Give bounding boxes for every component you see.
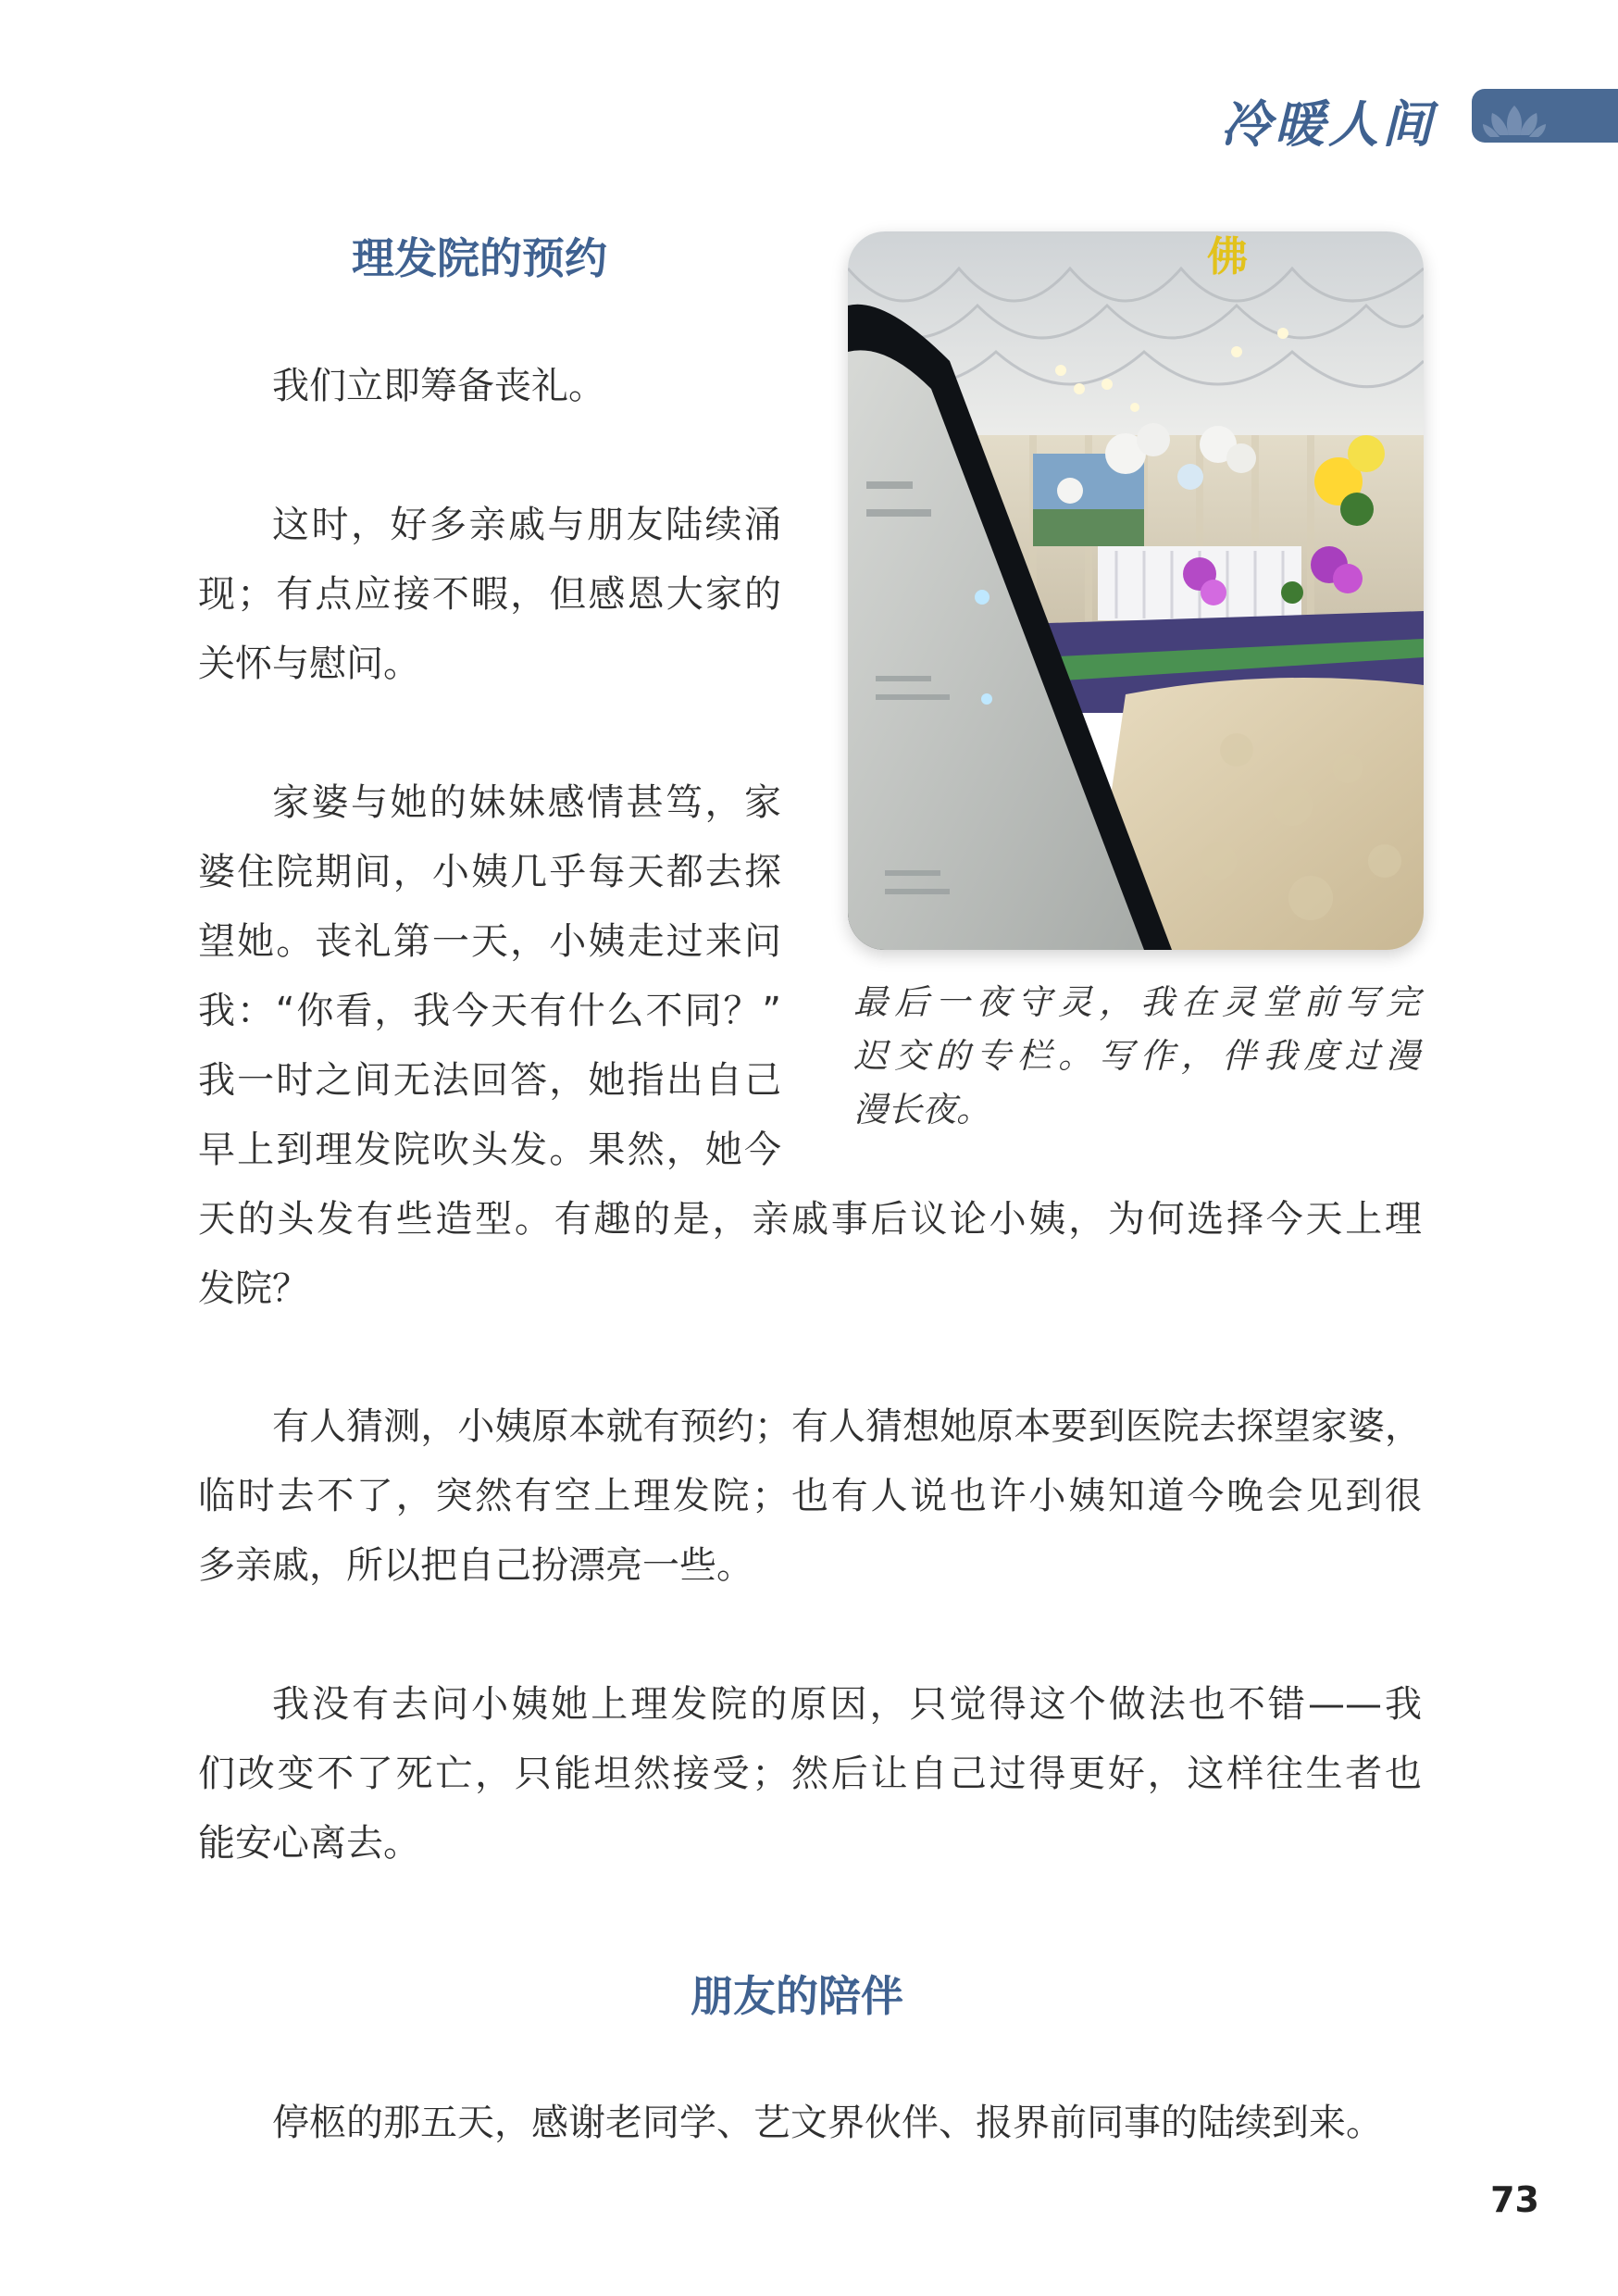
text-line: 停柩的那五天，感谢老同学、艺文界伙伴、报界前同事的陆续到来。: [272, 2102, 1383, 2144]
text-line: 能安心离去。: [198, 1822, 420, 1865]
section-heading-barber: 理发院的预约: [352, 233, 607, 283]
paragraph: [198, 2089, 1496, 2158]
paragraph: [198, 352, 855, 421]
text-line: 天的头发有些造型。有趣的是，亲戚事后议论小姨，为何选择今天上理: [198, 1198, 1422, 1241]
paragraph: [198, 1670, 1422, 1878]
text-line: 发院？: [198, 1267, 309, 1310]
photo-illustration: [848, 231, 1424, 950]
paragraph: [198, 491, 781, 699]
text-line: 多亲戚，所以把自己扮漂亮一些。: [198, 1544, 753, 1587]
text-line: 关怀与慰问。: [198, 643, 420, 685]
caption-line: 最后一夜守灵，我在灵堂前写完: [853, 982, 1420, 1022]
photo-caption: [853, 976, 1425, 1137]
text-line: 望她。丧礼第一天，小姨走过来问: [198, 920, 781, 963]
header-accent-bar: [1472, 89, 1618, 143]
text-line: 家婆与她的妹妹感情甚笃，家: [272, 781, 781, 824]
paragraph: [198, 1185, 1422, 1324]
text-line: 现；有点应接不暇，但感恩大家的: [198, 573, 781, 616]
text-line: 我没有去问小姨她上理发院的原因，只觉得这个做法也不错——我: [272, 1683, 1422, 1726]
text-line: 婆住院期间，小姨几乎每天都去探: [198, 851, 781, 893]
section-heading-friends: 朋友的陪伴: [691, 1971, 903, 2021]
caption-line: 漫长夜。: [853, 1090, 990, 1129]
text-line: 有人猜测，小姨原本就有预约；有人猜想她原本要到医院去探望家婆，: [272, 1405, 1422, 1448]
paragraph: [198, 1392, 1422, 1601]
text-line: 临时去不了，突然有空上理发院；也有人说也许小姨知道今晚会见到很: [198, 1475, 1422, 1517]
text-line: 早上到理发院吹头发。果然，她今: [198, 1129, 781, 1171]
paragraph: [198, 768, 781, 1185]
text-line: 我们立即筹备丧礼。: [272, 365, 605, 407]
text-line: 这时，好多亲戚与朋友陆续涌: [272, 504, 781, 546]
sign-text: 佛: [1207, 233, 1248, 281]
caption-line: 迟交的专栏。写作，伴我度过漫: [853, 1036, 1420, 1076]
lotus-icon: [1472, 89, 1618, 143]
text-line: 我：“你看，我今天有什么不同？”: [198, 990, 781, 1032]
page-number: 73: [1490, 2179, 1539, 2220]
text-line: 我一时之间无法回答，她指出自己: [198, 1059, 781, 1102]
text-line: 们改变不了死亡，只能坦然接受；然后让自己过得更好，这样往生者也: [198, 1753, 1422, 1795]
funeral-hall-photo: [848, 231, 1424, 950]
section-header-title: 冷暖人间: [1221, 95, 1436, 154]
